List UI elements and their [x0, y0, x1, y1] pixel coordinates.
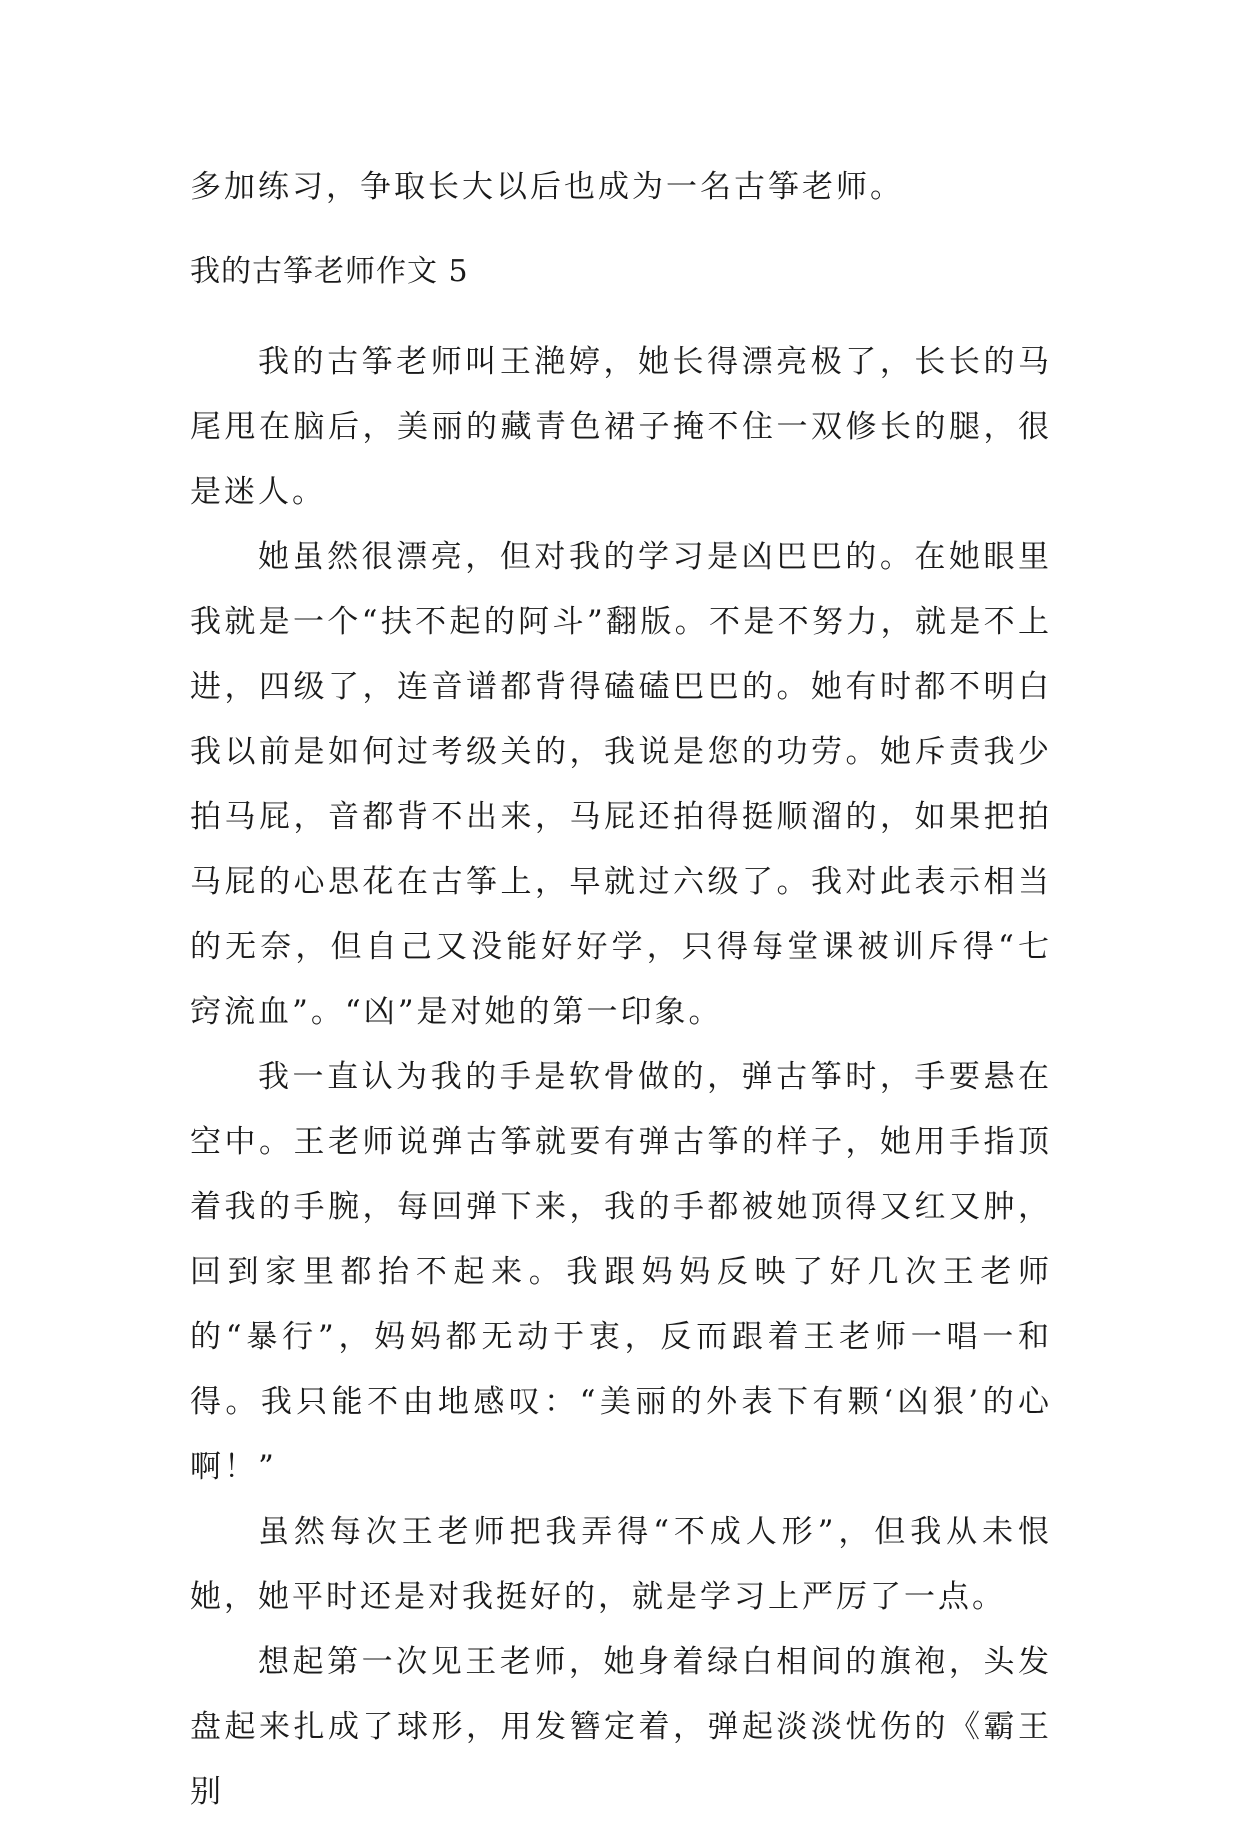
paragraph: 想起第一次见王老师，她身着绿白相间的旗袍，头发盘起来扎成了球形，用发簪定着，弹起淡淡忧伤的《霸王别 [190, 1644, 1052, 1810]
paragraph: 我一直认为我的手是软骨做的，弹古筝时，手要悬在空中。王老师说弹古筝就要有弹古筝的样子，她用手指顶着我的手腕，每回弹下来，我的手都被她顶得又红又肿，回到家里都抬不起来。我跟妈妈反映了好几次王老师的“暴行”，妈妈都无动于衷，反而跟着王老师一唱一和得。我只能不由地感叹：“美丽的外表下有颗‘凶狠’的心啊！” [190, 1059, 1052, 1485]
paragraph: 虽然每次王老师把我弄得“不成人形”，但我从未恨她，她平时还是对我挺好的，就是学习上严厉了一点。 [190, 1514, 1052, 1615]
essay-body [190, 330, 1052, 1825]
paragraph: 她虽然很漂亮，但对我的学习是凶巴巴的。在她眼里我就是一个“扶不起的阿斗”翻版。不是不努力，就是不上进，四级了，连音谱都背得磕磕巴巴的。她有时都不明白我以前是如何过考级关的，我说是您的功劳。她斥责我少拍马屁，音都背不出来，马屁还拍得挺顺溜的，如果把拍马屁的心思花在古筝上，早就过六级了。我对此表示相当的无奈，但自己又没能好好学，只得每堂课被训斥得“七窍流血”。“凶”是对她的第一印象。 [190, 539, 1052, 1030]
continuation-text: 多加练习，争取长大以后也成为一名古筝老师。 [190, 169, 904, 205]
paragraph: 我的古筝老师叫王滟婷，她长得漂亮极了，长长的马尾甩在脑后，美丽的藏青色裙子掩不住一双修长的腿，很是迷人。 [190, 344, 1052, 510]
section-title: 我的古筝老师作文 5 [190, 254, 469, 289]
